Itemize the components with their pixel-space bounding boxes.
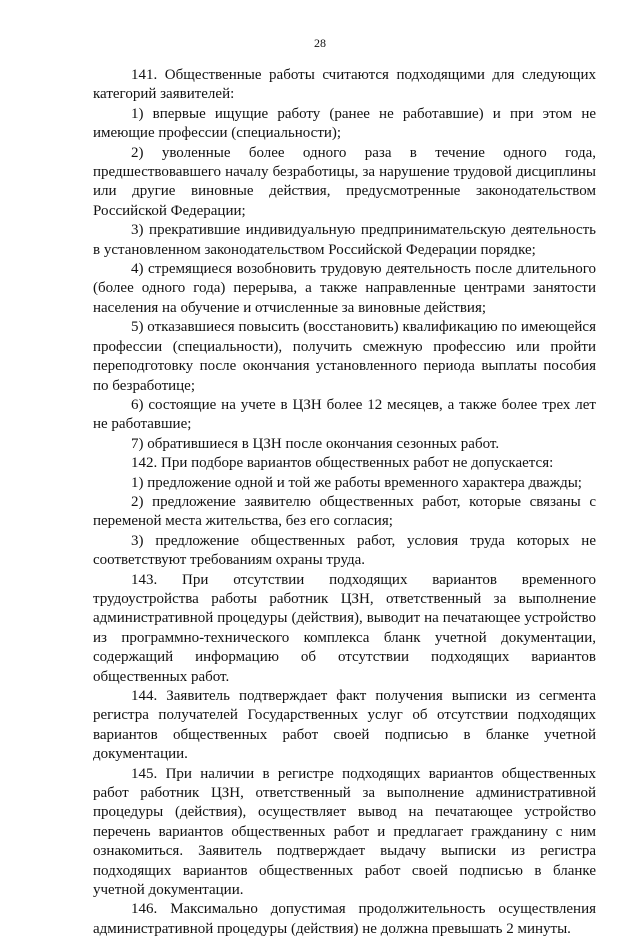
list-item-142-1: 1) предложение одной и той же работы временного характера дважды; <box>131 474 582 491</box>
list-item-141-1: 1) впервые ищущие работу (ранее не работавшие) и при этом не имеющие профессии (специальности); <box>93 105 596 142</box>
paragraph-146: 146. Максимально допустимая продолжительность осуществления административной процедуры (действия) не должна превышать 2 минуты. <box>93 901 596 937</box>
list-item-141-3: 3) прекратившие индивидуальную предпринимательскую деятельность в установленном законодательством Российской Федерации порядке; <box>93 222 596 258</box>
page-number: 28 <box>314 36 326 50</box>
paragraph-143: 143. При отсутствии подходящих вариантов временного трудоустройства работы работник ЦЗН, ответственный за выполнение административной процедуры (действия), выводит на печатающее устройство из программно-технического комплекса бланк учетной документации, содержащий информацию об отсутствии подходящих вариантов общественных работ. <box>93 571 596 685</box>
list-item-141-4: 4) стремящиеся возобновить трудовую деятельность после длительного (более одного года) перерыва, а также направленные центрами занятости населения на обучение и отчисленные за виновные действия; <box>93 261 596 316</box>
document-body <box>93 66 596 939</box>
list-item-141-2: 2) уволенные более одного раза в течение одного года, предшествовавшего началу безработицы, за нарушение трудовой дисциплины или другие виновные действия, предусмотренные законодательством Российской Федерации; <box>93 144 596 219</box>
list-item-141-6: 6) состоящие на учете в ЦЗН более 12 месяцев, а также более трех лет не работавшие; <box>93 396 596 433</box>
list-item-142-2: 2) предложение заявителю общественных работ, которые связаны с переменой места жительства, без его согласия; <box>93 493 596 530</box>
list-item-142-3: 3) предложение общественных работ, условия труда которых не соответствуют требованиям охраны труда. <box>93 532 596 569</box>
paragraph-141: 141. Общественные работы считаются подходящими для следующих категорий заявителей: <box>93 67 596 103</box>
paragraph-145: 145. При наличии в регистре подходящих вариантов общественных работ работник ЦЗН, ответственный за выполнение административной процедуры (действия), осуществляет вывод на печатающее устройство перечень вариантов общественных работ и предлагает гражданину с ним ознакомиться. Заявитель подтверждает выдачу выписки из регистра подходящих вариантов общественных работ своей подписью в бланке учетной документации. <box>93 765 596 899</box>
paragraph-144: 144. Заявитель подтверждает факт получения выписки из сегмента регистра получателей Государственных услуг об отсутствии подходящих вариантов общественных работ своей подписью в бланке учетной документации. <box>93 688 596 763</box>
paragraph-142: 142. При подборе вариантов общественных работ не допускается: <box>131 455 554 472</box>
list-item-141-5: 5) отказавшиеся повысить (восстановить) квалификацию по имеющейся профессии (специальности), получить смежную профессию или пройти переподготовку после окончания установленного периода выплаты пособия по безработице; <box>93 319 596 394</box>
list-item-141-7: 7) обратившиеся в ЦЗН после окончания сезонных работ. <box>131 435 500 452</box>
